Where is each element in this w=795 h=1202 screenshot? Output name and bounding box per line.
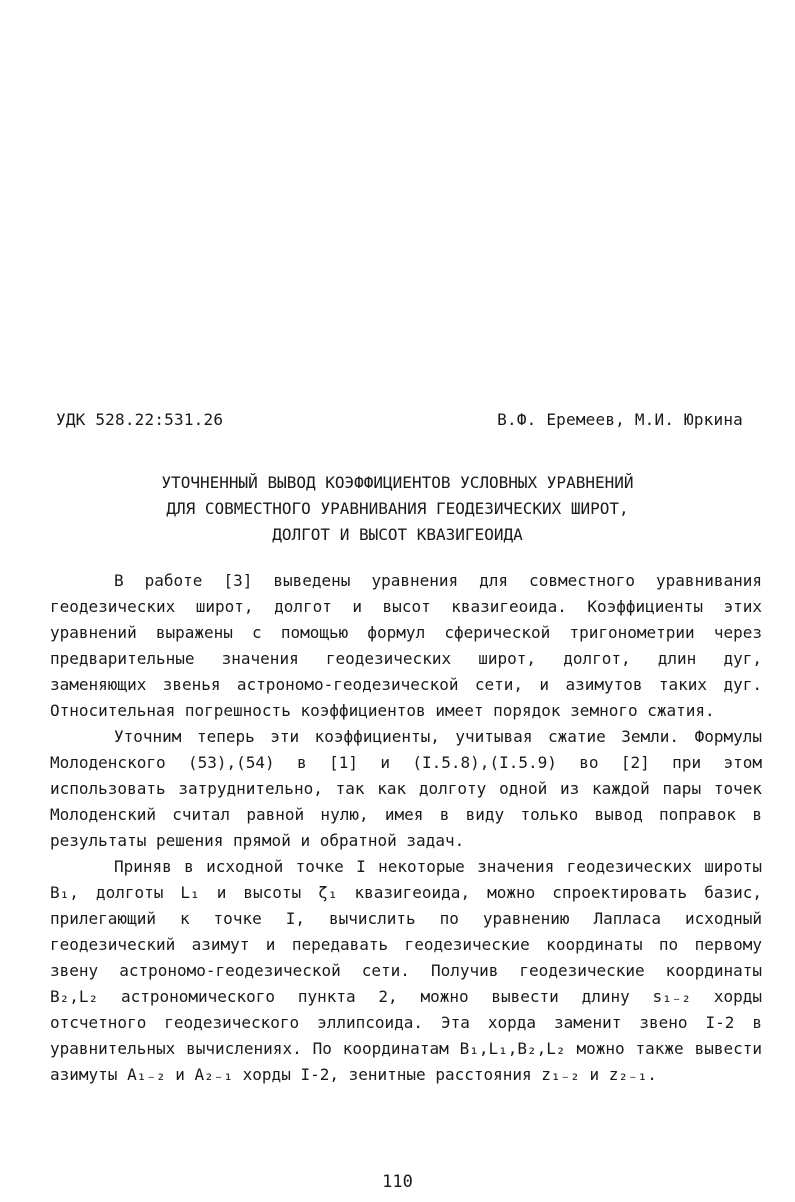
authors: В.Ф. Еремеев, М.И. Юркина <box>497 410 743 429</box>
udk-code: УДК 528.22:531.26 <box>56 410 224 429</box>
paragraph-1: В работе [3] выведены уравнения для совместного уравнивания геодезических широт, долгот и высот квазигеоида. Коэффициенты этих уравнений выражены с помощью формул сферической тригонометрии через предварительные значения геодезических широт, долгот, длин дуг, заменяющих звенья астрономо-геодезической сети, и азимутов таких дуг. Относительная погрешность коэффициентов имеет порядок земного сжатия. <box>50 571 762 720</box>
paragraph-3: Приняв в исходной точке I некоторые значения геодезических широты B₁, долготы L₁ и высоты ζ₁ квазигеоида, можно спроектировать базис, прилегающий к точке I, вычислить по уравнению Лапласа исходный геодезический азимут и передавать геодезические координаты по первому звену астрономо-геодезической сети. Получив геодезические координаты B₂,L₂ астрономического пункта 2, можно вывести длину s₁₋₂ хорды отсчетного геодезического эллипсоида. Эта хорда заменит звено I-2 в уравнительных вычислениях. По координатам B₁,L₁,B₂,L₂ можно также вывести азимуты A₁₋₂ и A₂₋₁ хорды I-2, зенитные расстояния z₁₋₂ и z₂₋₁. <box>50 857 762 1084</box>
title-line-1: УТОЧНЕННЫЙ ВЫВОД КОЭФФИЦИЕНТОВ УСЛОВНЫХ УРАВНЕНИЙ <box>161 473 634 492</box>
article-title <box>40 470 755 548</box>
page-number: 110 <box>382 1172 413 1192</box>
title-line-3: ДОЛГОТ И ВЫСОТ КВАЗИГЕОИДА <box>272 525 523 544</box>
paragraph-2: Уточним теперь эти коэффициенты, учитывая сжатие Земли. Формулы Молоденского (53),(54) в [1] и (I.5.8),(I.5.9) во [2] при этом использовать затруднительно, так как долготу одной из каждой пары точек Молоденский считал равной нулю, имея в виду только вывод поправок в результаты решения прямой и обратной задач. <box>50 727 762 850</box>
article-body <box>50 568 762 1088</box>
title-line-2: ДЛЯ СОВМЕСТНОГО УРАВНИВАНИЯ ГЕОДЕЗИЧЕСКИХ ШИРОТ, <box>166 499 629 518</box>
